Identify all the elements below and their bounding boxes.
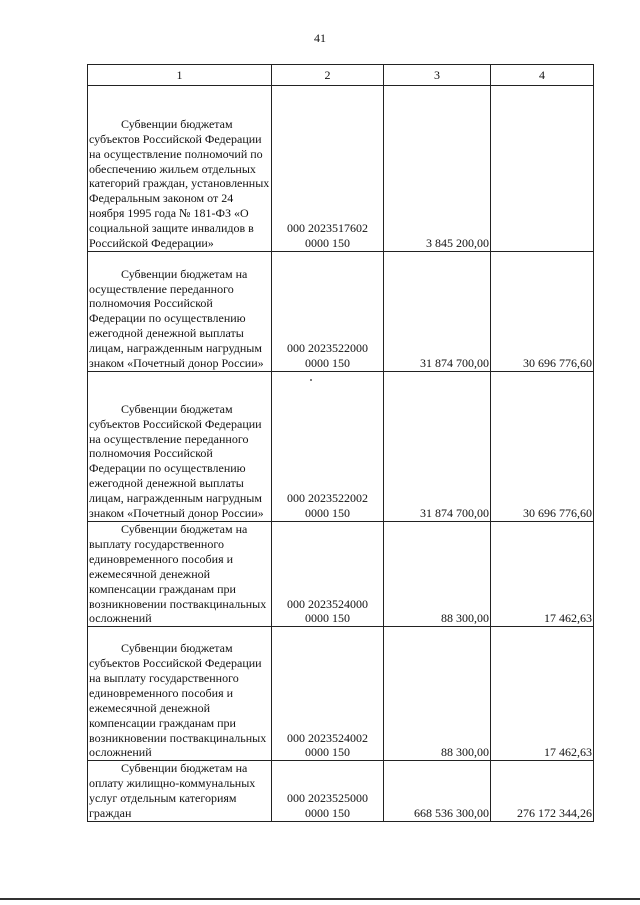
row-name-cell xyxy=(88,86,272,252)
row-code-line-1: 000 2023522000 xyxy=(287,341,368,356)
row-name-cell xyxy=(88,372,272,522)
row-plan-value: 31 874 700,00 xyxy=(384,372,491,522)
bottom-edge-rule xyxy=(0,898,640,900)
row-name: Субвенции бюджетам субъектов Российской Федерации на осуществление полномочий по обеспечению жильем отдельных категорий граждан, установленных Федеральным законом от 24 ноября 1995 года № 181-ФЗ «О социальной защите инвалидов в Российской Федерации» xyxy=(89,116,270,251)
table-row xyxy=(88,522,594,627)
row-code-line-1: 000 2023522002 xyxy=(287,491,368,506)
row-name-cell xyxy=(88,522,272,627)
row-code-line-1: 000 2023517602 xyxy=(287,221,368,236)
row-code-line-1: 000 2023525000 xyxy=(287,791,368,806)
table-row xyxy=(88,86,594,252)
row-name: Субвенции бюджетам на оплату жилищно-коммунальных услуг отдельным категориям граждан xyxy=(89,761,256,821)
row-code-cell xyxy=(272,761,384,822)
row-code-line-2: 0000 150 xyxy=(305,236,350,251)
row-plan-value: 3 845 200,00 xyxy=(384,86,491,252)
row-name-cell xyxy=(88,252,272,372)
row-plan-value: 88 300,00 xyxy=(384,522,491,627)
budget-table xyxy=(87,64,594,822)
row-code-cell xyxy=(272,372,384,522)
row-code-line-2: 0000 150 xyxy=(305,356,350,371)
row-code-cell xyxy=(272,252,384,372)
row-code-cell xyxy=(272,627,384,761)
row-executed-value: 276 172 344,26 xyxy=(491,761,594,822)
row-code-line-1: 000 2023524000 xyxy=(287,596,368,611)
row-code-line-2: 0000 150 xyxy=(305,611,350,626)
table-row xyxy=(88,252,594,372)
row-name: Субвенции бюджетам на выплату государственного единовременного пособия и ежемесячной денежной компенсации гражданам при возникновении поствакцинальных осложнений xyxy=(89,522,267,626)
table-row xyxy=(88,627,594,761)
row-executed-value: 30 696 776,60 xyxy=(491,372,594,522)
scan-speck xyxy=(310,379,312,381)
row-executed-value: 17 462,63 xyxy=(491,627,594,761)
row-executed-value: 17 462,63 xyxy=(491,522,594,627)
column-header-1: 1 xyxy=(88,65,272,86)
row-name-cell xyxy=(88,761,272,822)
column-header-3: 3 xyxy=(384,65,491,86)
row-code-cell xyxy=(272,522,384,627)
row-name: Субвенции бюджетам субъектов Российской Федерации на выплату государственного единовременного пособия и ежемесячной денежной компенсации гражданам при возникновении поствакцинальных осложнений xyxy=(89,641,267,760)
row-executed-value xyxy=(491,86,594,252)
row-plan-value: 31 874 700,00 xyxy=(384,252,491,372)
row-executed-value: 30 696 776,60 xyxy=(491,252,594,372)
table-row xyxy=(88,372,594,522)
row-name: Субвенции бюджетам на осуществление переданного полномочия Российской Федерации по осуществлению ежегодной денежной выплаты лицам, награжденным нагрудным знаком «Почетный донор России» xyxy=(89,266,264,371)
row-code-line-2: 0000 150 xyxy=(305,506,350,521)
table-header-row xyxy=(88,65,594,86)
row-name-cell xyxy=(88,627,272,761)
column-header-4: 4 xyxy=(491,65,594,86)
row-code-line-1: 000 2023524002 xyxy=(287,730,368,745)
row-plan-value: 668 536 300,00 xyxy=(384,761,491,822)
row-name: Субвенции бюджетам субъектов Российской Федерации на осуществление переданного полномочия Российской Федерации по осуществлению ежегодной денежной выплаты лицам, награжденным нагрудным знаком «Почетный донор России» xyxy=(89,401,264,521)
row-code-cell xyxy=(272,86,384,252)
row-code-line-2: 0000 150 xyxy=(305,745,350,760)
table-row xyxy=(88,761,594,822)
row-code-line-2: 0000 150 xyxy=(305,806,350,821)
column-header-2: 2 xyxy=(272,65,384,86)
row-plan-value: 88 300,00 xyxy=(384,627,491,761)
page-number: 41 xyxy=(314,31,326,45)
